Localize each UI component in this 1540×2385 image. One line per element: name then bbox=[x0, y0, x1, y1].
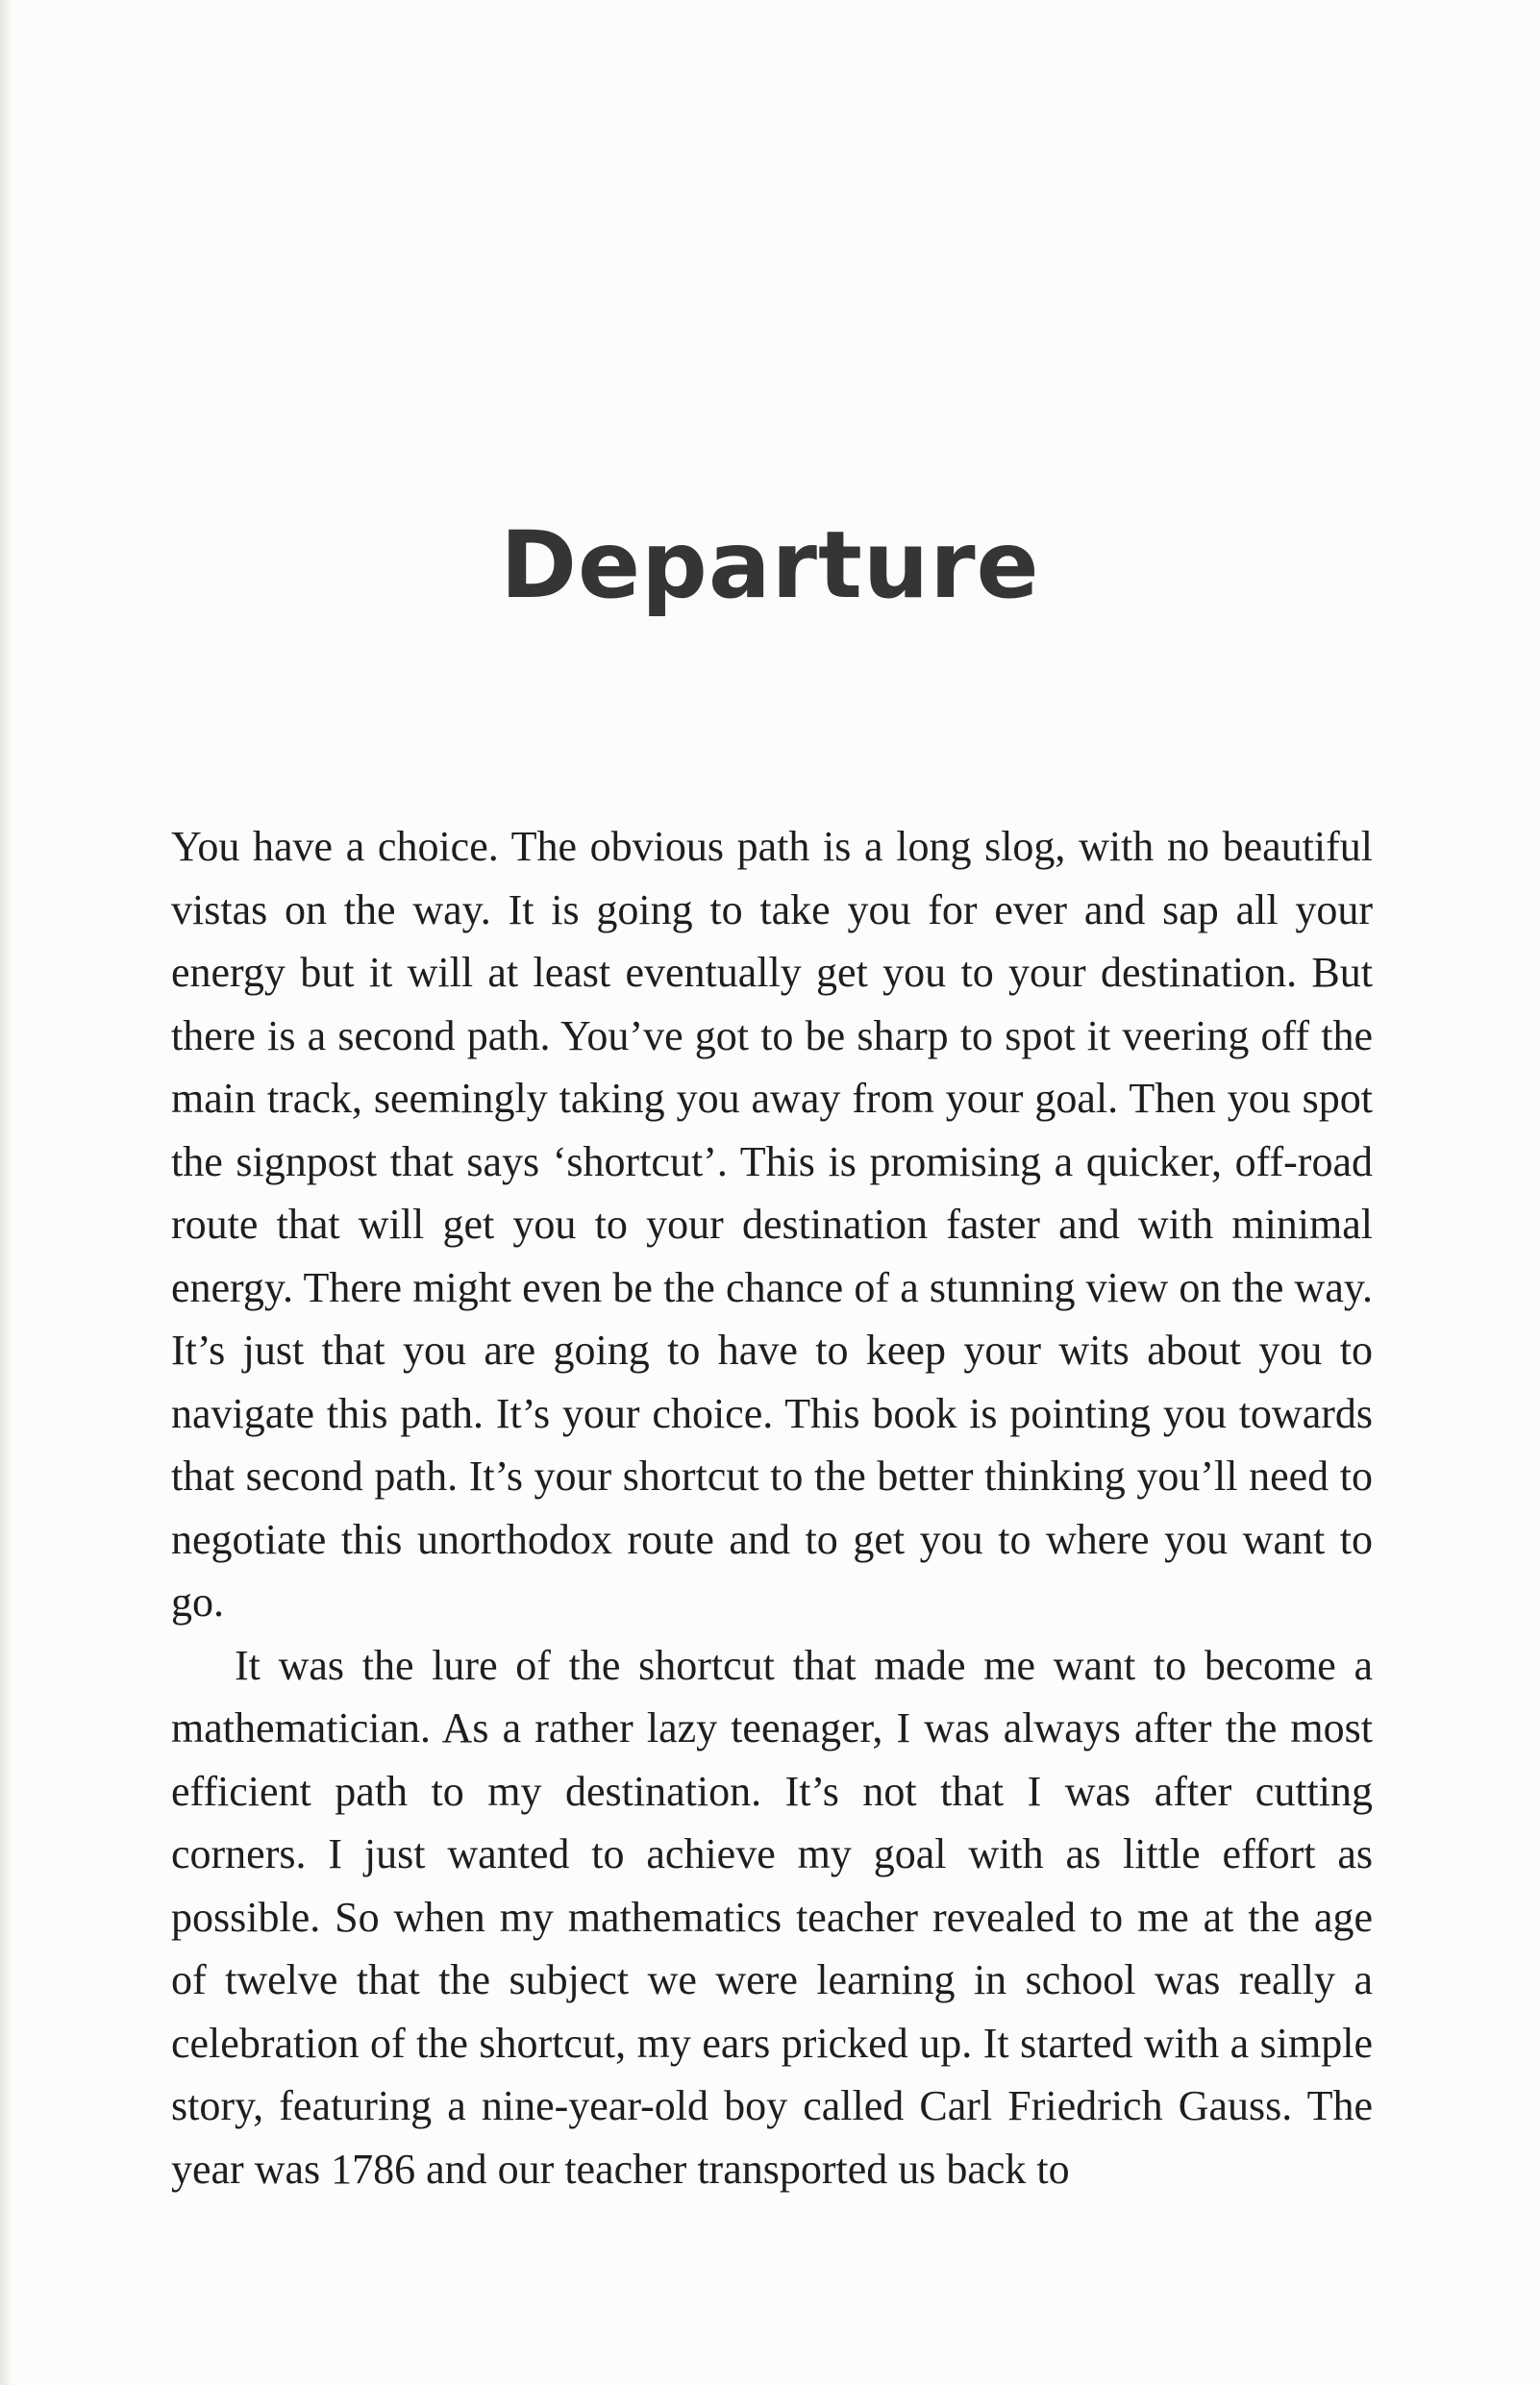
paragraph-1: You have a choice. The obvious path is a long slog, with no beautiful vistas on the way. It is going to take you for ever and sap all your energy but it will at least eventually get you to your destination. But there is a second path. You’ve got to be sharp to spot it veering off the main track, seemingly taking you away from your goal. Then you spot the signpost that says ‘shortcut’. This is promising a quicker, off-road route that will get you to your destination faster and with minimal energy. There might even be the chance of a stunning view on the way. It’s just that you are going to have to keep your wits about you to navigate this path. It’s your choice. This book is pointing you towards that second path. It’s your shortcut to the better thinking you’ll need to negotiate this unorthodox route and to get you to where you want to go. bbox=[171, 823, 1373, 1626]
page-edge-shadow bbox=[0, 0, 13, 2385]
chapter-title: Departure bbox=[500, 511, 1040, 619]
body-text bbox=[171, 815, 1373, 2200]
paragraph-2: It was the lure of the shortcut that made me want to become a mathematician. As a rather lazy teenager, I was always after the most efficient path to my destination. It’s not that I was after cutting corners. I just wanted to achieve my goal with as little effort as possible. So when my mathematics teacher revealed to me at the age of twelve that the subject we were learning in school was really a celebration of the shortcut, my ears pricked up. It started with a simple story, featuring a nine-year-old boy called Carl Friedrich Gauss. The year was 1786 and our teacher transported us back to bbox=[171, 1641, 1373, 2193]
